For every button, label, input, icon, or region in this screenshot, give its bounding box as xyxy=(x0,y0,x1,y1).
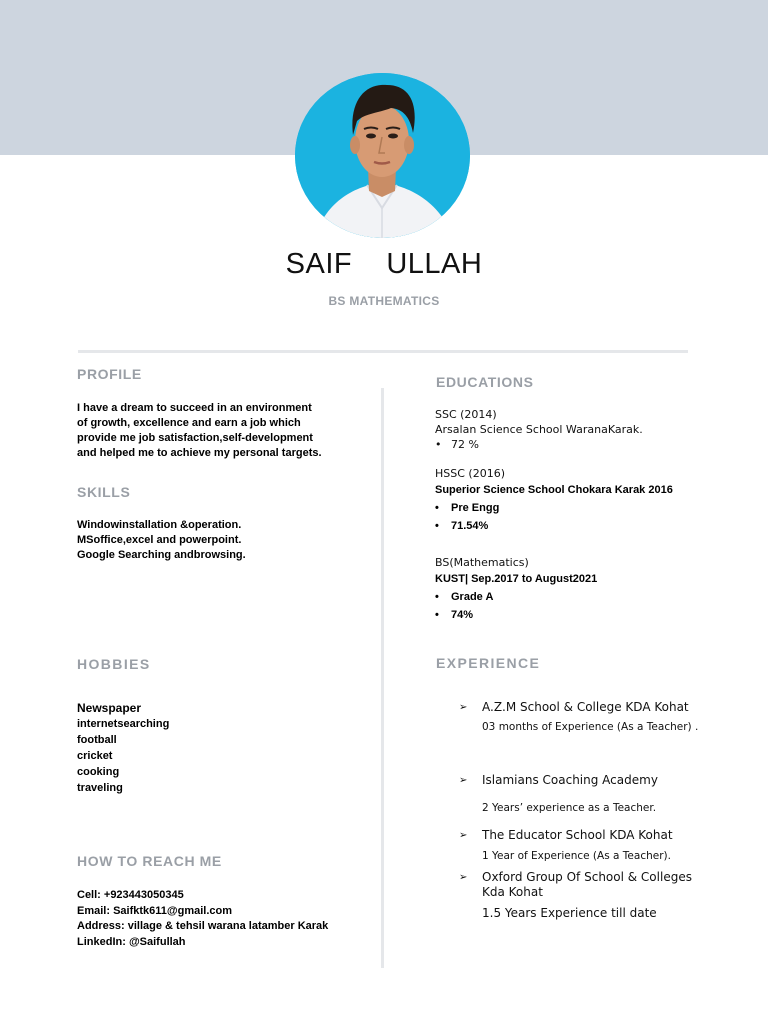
experience-org: Oxford Group Of School & Colleges Kda Kohat xyxy=(482,870,692,899)
portrait-image xyxy=(295,73,470,238)
vertical-divider xyxy=(381,388,384,968)
skills-heading: SKILLS xyxy=(77,484,131,500)
hssc-school: Superior Science School Chokara Karak 2016 xyxy=(435,484,673,496)
bullet-icon: • xyxy=(435,502,439,514)
skill-item: MSoffice,excel and powerpoint. xyxy=(77,534,242,546)
ssc-school: Arsalan Science School WaranaKarak. xyxy=(435,423,643,436)
bs-grade: Grade A xyxy=(451,591,494,603)
arrow-bullet-icon: ➢ xyxy=(459,702,468,713)
hobby-item: cooking xyxy=(77,766,120,778)
profile-text xyxy=(77,401,367,461)
experience-org: The Educator School KDA Kohat xyxy=(482,828,673,842)
hobbies-heading: HOBBIES xyxy=(77,656,151,672)
bullet-icon: • xyxy=(435,591,439,603)
experience-detail: 1.5 Years Experience till date xyxy=(482,906,657,920)
experience-item xyxy=(459,828,699,864)
hobby-item: cricket xyxy=(77,750,113,762)
hobby-item: Newspaper xyxy=(77,701,142,715)
contact-linkedin: LinkedIn: @Saifullah xyxy=(77,935,186,948)
education-ssc xyxy=(435,407,735,452)
experience-item xyxy=(459,700,699,735)
bullet-icon: • xyxy=(435,438,442,451)
experience-org: Islamians Coaching Academy xyxy=(482,773,658,787)
profile-photo xyxy=(295,73,470,238)
bullet-icon: • xyxy=(435,609,439,621)
arrow-bullet-icon: ➢ xyxy=(459,872,468,883)
experience-detail: 1 Year of Experience (As a Teacher). xyxy=(482,850,671,862)
experience-detail: 03 months of Experience (As a Teacher) . xyxy=(482,721,699,733)
skill-item: Google Searching andbrowsing. xyxy=(77,549,246,561)
bullet-icon: • xyxy=(435,520,439,532)
experience-detail: 2 Years’ experience as a Teacher. xyxy=(482,802,657,814)
experience-heading: EXPERIENCE xyxy=(436,655,541,671)
hobby-item: traveling xyxy=(77,782,123,794)
profile-heading: PROFILE xyxy=(77,366,142,382)
arrow-bullet-icon: ➢ xyxy=(459,775,468,786)
horizontal-divider xyxy=(78,350,688,353)
experience-item xyxy=(459,773,699,816)
profile-line: I have a dream to succeed in an environment xyxy=(77,402,312,414)
contact-cell: Cell: +923443050345 xyxy=(77,889,184,901)
bs-school: KUST| Sep.2017 to August2021 xyxy=(435,573,598,585)
contact-list xyxy=(77,888,328,950)
experience-org: A.Z.M School & College KDA Kohat xyxy=(482,700,689,714)
education-heading: EDUCATIONS xyxy=(436,374,534,390)
ssc-title: SSC (2014) xyxy=(435,408,497,421)
bs-title: BS(Mathematics) xyxy=(435,556,529,569)
contact-heading: HOW TO REACH ME xyxy=(77,853,222,869)
bs-result: 74% xyxy=(451,609,474,621)
person-name: SAIF ULLAH xyxy=(285,248,483,280)
education-hssc xyxy=(435,466,735,535)
hobbies-list xyxy=(77,700,169,796)
profile-line: of growth, excellence and earn a job which xyxy=(77,417,301,429)
skills-list xyxy=(77,518,367,563)
hobby-item: football xyxy=(77,734,117,746)
profile-line: provide me job satisfaction,self-development xyxy=(77,432,313,444)
hssc-result: 71.54% xyxy=(451,520,489,532)
education-bs xyxy=(435,555,735,624)
contact-email: Email: Saifktk611@gmail.com xyxy=(77,904,233,917)
hobby-item: internetsearching xyxy=(77,718,170,730)
profile-line: and helped me to achieve my personal targets. xyxy=(77,447,322,459)
hssc-title: HSSC (2016) xyxy=(435,467,505,480)
contact-address: Address: village & tehsil warana latamber Karak xyxy=(77,920,329,932)
degree-title: BS MATHEMATICS xyxy=(328,294,440,308)
skill-item: Windowinstallation &operation. xyxy=(77,519,242,531)
arrow-bullet-icon: ➢ xyxy=(459,830,468,841)
experience-item xyxy=(459,870,699,921)
ssc-result: 72 % xyxy=(451,438,479,451)
hssc-group: Pre Engg xyxy=(451,502,500,514)
